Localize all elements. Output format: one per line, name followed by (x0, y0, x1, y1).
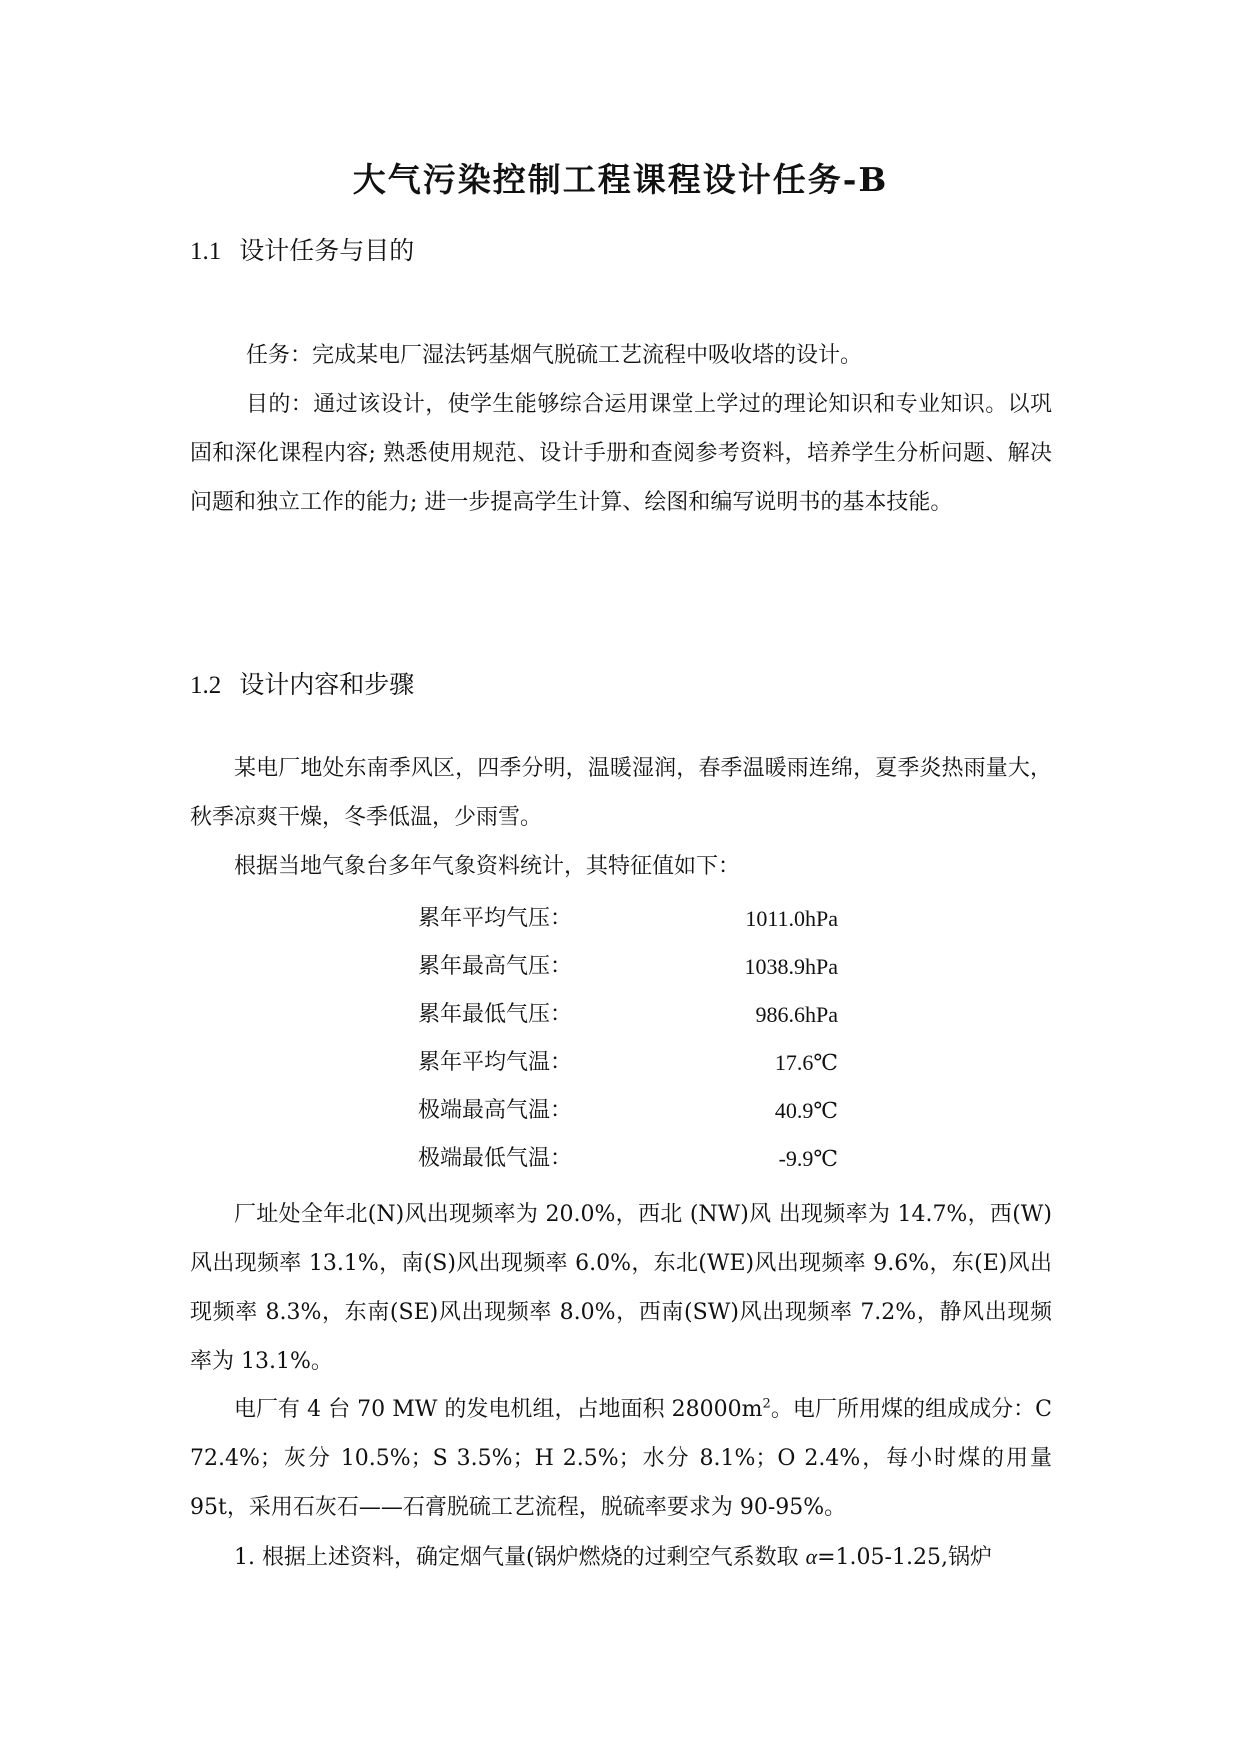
task-paragraph: 任务：完成某电厂湿法钙基烟气脱硫工艺流程中吸收塔的设计。 (246, 343, 863, 368)
stat-row (418, 1135, 838, 1183)
stat-value: 986.6hPa (755, 1002, 838, 1027)
plant-text-part-2: 。电厂所用煤的组成成分：C 72.4%；灰分 10.5%；S 3.5%；H 2.5%；水分 8.1%；O 2.4%，每小时煤的用量 95t，采用石灰石——石膏脱硫工艺流程，脱硫率要求为 90-95%。 (190, 1397, 1053, 1520)
section-heading-1-2 (190, 668, 414, 703)
stat-value: -9.9℃ (778, 1146, 838, 1171)
purpose-paragraph: 目的：通过该设计，使学生能够综合运用课堂上学过的理论知识和专业知识。以巩固和深化课程内容; 熟悉使用规范、设计手册和查阅参考资料，培养学生分析问题、解决问题和独立工作的能力; 进一步提高学生计算、绘图和编写说明书的基本技能。 (190, 392, 1052, 515)
section-number: 1.1 (190, 238, 222, 265)
section-number: 1.2 (190, 672, 222, 699)
stat-label: 累年平均气压： (418, 906, 573, 931)
stat-row (418, 1087, 838, 1135)
section-heading-1-1 (190, 234, 414, 269)
stat-value: 1038.9hPa (744, 954, 838, 979)
stat-row (418, 991, 838, 1039)
stat-row (418, 943, 838, 991)
step-1-text-part-2: =1.05-1.25,锅炉 (817, 1545, 992, 1570)
alpha-symbol: α (805, 1544, 818, 1569)
stat-value: 17.6℃ (774, 1050, 838, 1075)
plant-text-part-1: 电厂有 4 台 70 MW 的发电机组，占地面积 28000m (234, 1397, 763, 1422)
area-superscript: 2 (762, 1396, 771, 1412)
stats-intro: 根据当地气象台多年气象资料统计，其特征值如下： (234, 854, 741, 879)
stat-label: 极端最高气温： (418, 1098, 573, 1123)
section-title: 设计内容和步骤 (239, 670, 415, 699)
stat-label: 极端最低气温： (418, 1146, 573, 1171)
plant-paragraph (190, 1385, 1052, 1532)
wind-paragraph: 厂址处全年北(N)风出现频率为 20.0%，西北 (NW)风 出现频率为 14.7%，西(W)风出现频率 13.1%，南(S)风出现频率 6.0%，东北(WE)风出现频率 9.6%，东(E)风出现频率 8.3%，东南(SE)风出现频率 8.0%，西南(SW)风出现频率 7.2%，静风出现频率为 13.1%。 (190, 1202, 1052, 1374)
document-title: 大气污染控制工程课程设计任务-B (352, 160, 889, 199)
step-1-text-part-1: 1. 根据上述资料，确定烟气量(锅炉燃烧的过剩空气系数取 (234, 1545, 806, 1570)
stat-label: 累年最低气压： (418, 1002, 573, 1027)
stat-value: 40.9℃ (774, 1098, 838, 1123)
stat-label: 累年平均气温： (418, 1050, 573, 1075)
stat-row (418, 895, 838, 943)
climate-stats-table (418, 895, 838, 1183)
stat-value: 1011.0hPa (745, 906, 838, 931)
stat-row (418, 1039, 838, 1087)
section-title: 设计任务与目的 (239, 236, 415, 265)
stat-label: 累年最高气压： (418, 954, 573, 979)
step-1-paragraph (190, 1532, 1052, 1582)
climate-paragraph: 某电厂地处东南季风区，四季分明，温暖湿润，春季温暖雨连绵，夏季炎热雨量大，秋季凉爽干燥，冬季低温，少雨雪。 (190, 756, 1052, 830)
